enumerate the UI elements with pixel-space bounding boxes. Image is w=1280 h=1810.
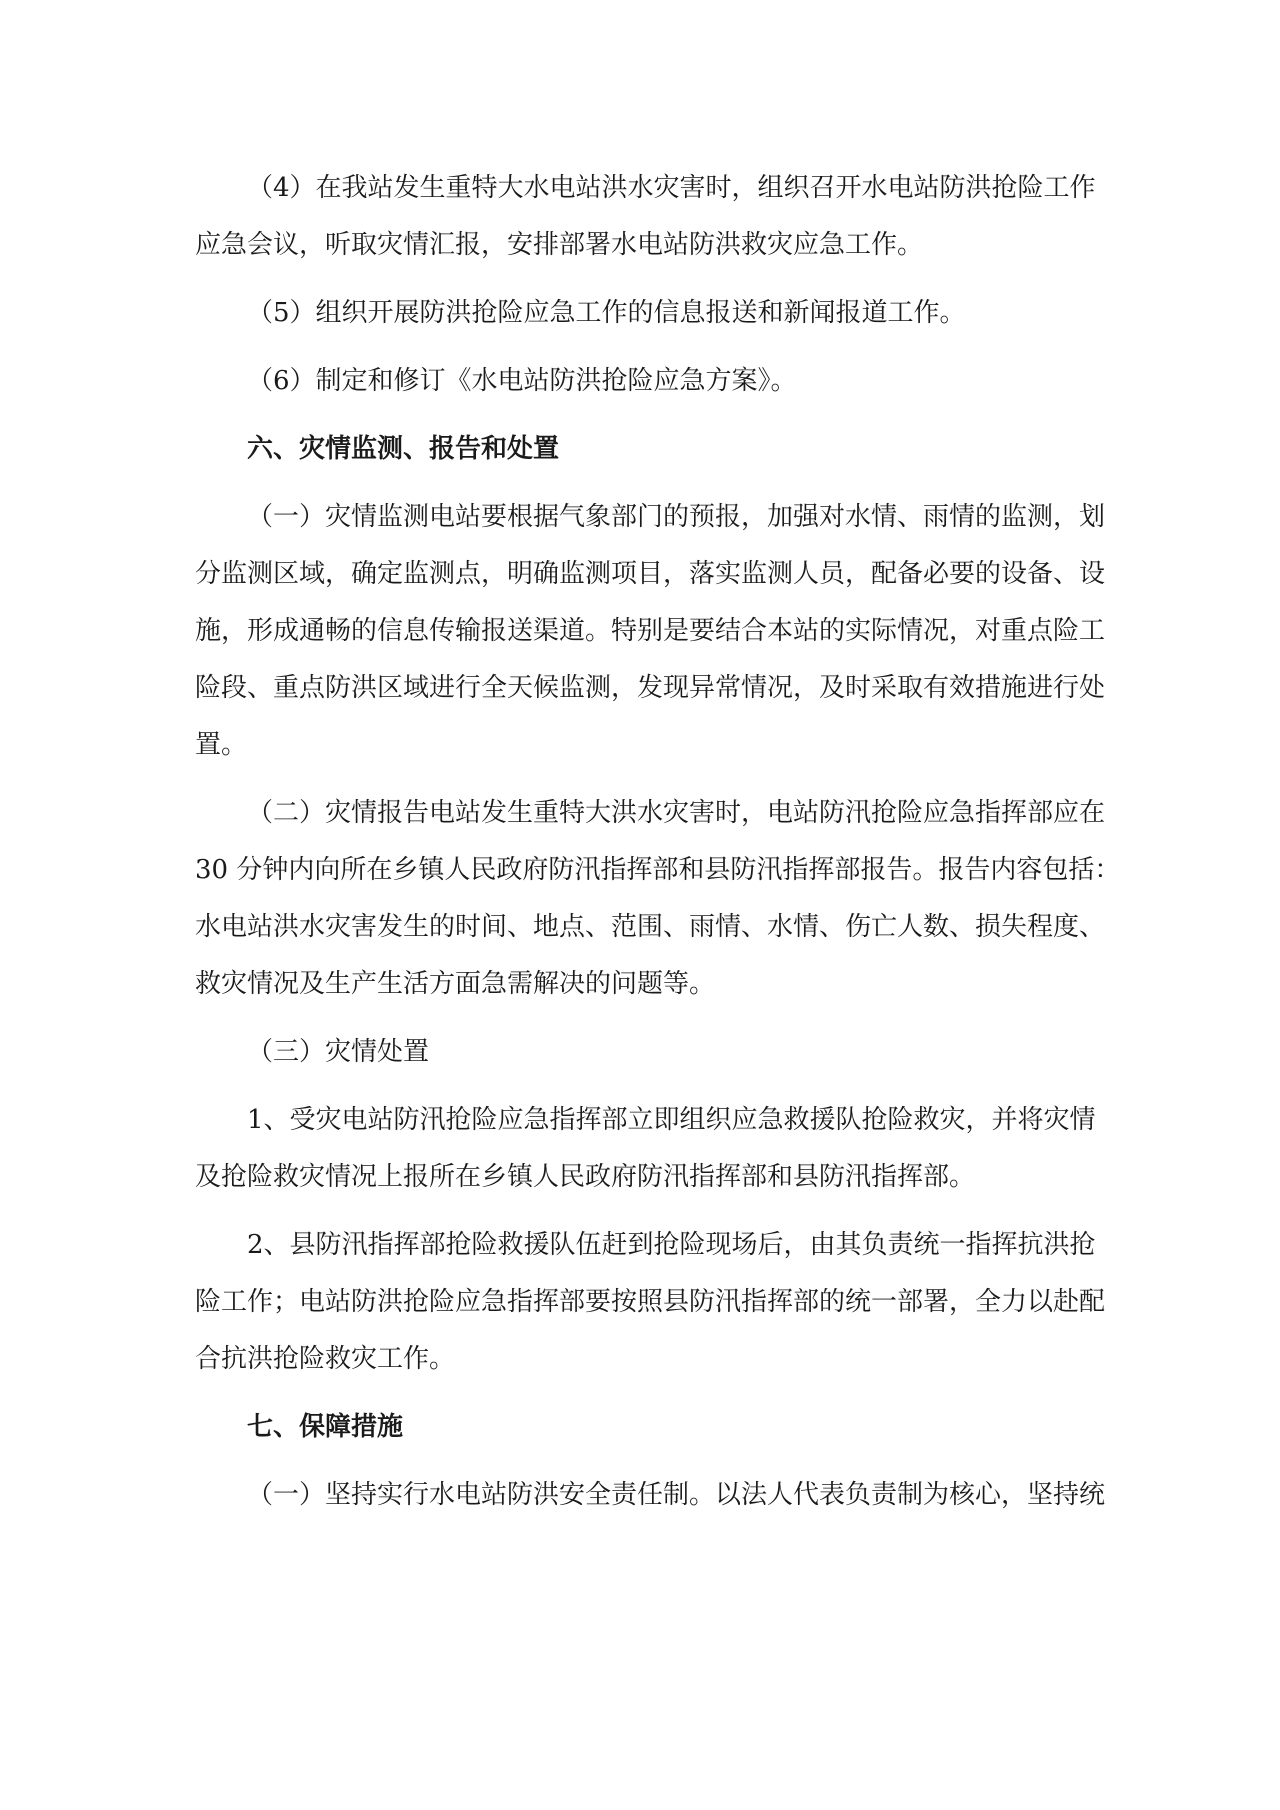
disposal-title-paragraph [195,1024,1088,1081]
item-5-paragraph [195,285,1088,342]
text-line: （一）坚持实行水电站防洪安全责任制。以法人代表负责制为核心，坚持统 [247,1480,1106,1510]
text-line: 施，形成通畅的信息传输报送渠道。特别是要结合本站的实际情况，对重点险工 [195,616,1106,646]
section-heading: 七、保障措施 [247,1412,404,1442]
text-line: 2、县防汛指挥部抢险救援队伍赶到抢险现场后，由其负责统一指挥抗洪抢 [247,1230,1096,1260]
text-line: 险段、重点防洪区域进行全天候监测，发现异常情况，及时采取有效措施进行处 [195,673,1106,703]
text-line: 合抗洪抢险救灾工作。 [195,1344,456,1374]
text-line: 1、受灾电站防汛抢险应急指挥部立即组织应急救援队抢险救灾，并将灾情 [247,1105,1096,1135]
text-line: 分监测区域，确定监测点，明确监测项目，落实监测人员，配备必要的设备、设 [195,559,1106,589]
item-6-paragraph [195,353,1088,410]
text-line: （6）制定和修订《水电站防洪抢险应急方案》。 [247,366,797,396]
disposal-2-paragraph [195,1217,1106,1388]
text-line: （二）灾情报告电站发生重特大洪水灾害时，电站防汛抢险应急指挥部应在 [247,798,1106,828]
text-line: 应急会议，听取灾情汇报，安排部署水电站防洪救灾应急工作。 [195,230,924,260]
text-line: （三）灾情处置 [247,1037,430,1067]
item-4-paragraph [195,160,1096,274]
section-heading: 六、灾情监测、报告和处置 [247,434,560,464]
text-line: 置。 [195,730,248,760]
text-line: 30 分钟内向所在乡镇人民政府防汛指挥部和县防汛指挥部报告。报告内容包括： [195,855,1121,885]
text-line: 救灾情况及生产生活方面急需解决的问题等。 [195,969,716,999]
monitoring-paragraph [195,489,1106,774]
text-line: （5）组织开展防洪抢险应急工作的信息报送和新闻报道工作。 [247,298,966,328]
disposal-1-paragraph [195,1092,1096,1206]
report-paragraph [195,785,1121,1013]
text-line: （4）在我站发生重特大水电站洪水灾害时，组织召开水电站防洪抢险工作 [247,173,1096,203]
text-line: 水电站洪水灾害发生的时间、地点、范围、雨情、水情、伤亡人数、损失程度、 [195,912,1106,942]
text-line: 及抢险救灾情况上报所在乡镇人民政府防汛指挥部和县防汛指挥部。 [195,1162,976,1192]
guarantee-1-paragraph [195,1467,1106,1524]
section-seven-heading [195,1399,1088,1456]
text-line: 险工作；电站防洪抢险应急指挥部要按照县防汛指挥部的统一部署，全力以赴配 [195,1287,1106,1317]
section-six-heading [195,421,1088,478]
document-page [195,160,1121,1524]
text-line: （一）灾情监测电站要根据气象部门的预报，加强对水情、雨情的监测，划 [247,502,1106,532]
